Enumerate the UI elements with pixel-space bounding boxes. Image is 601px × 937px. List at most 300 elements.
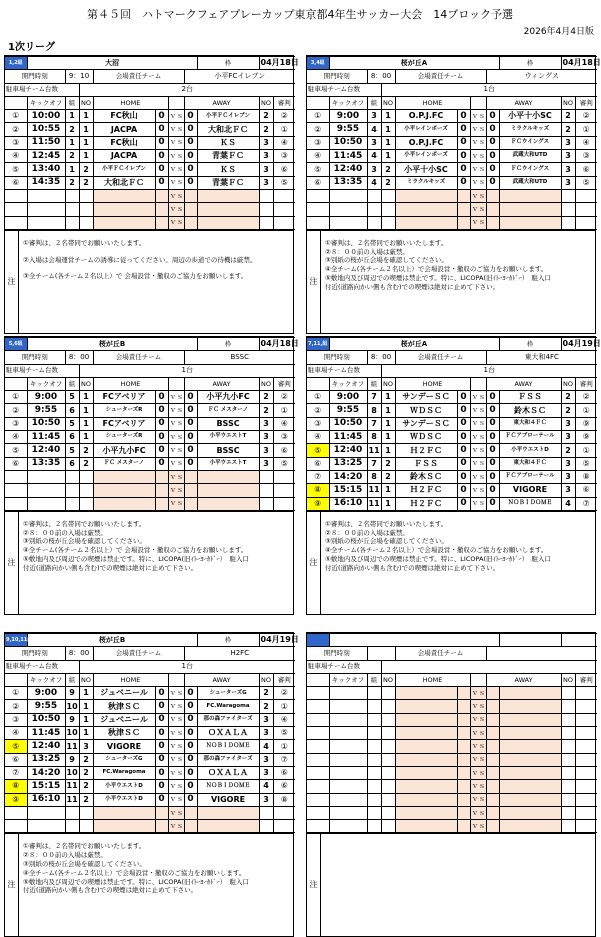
group-number: 2: [65, 150, 79, 163]
home-team-number: [79, 216, 93, 229]
open-time: [367, 647, 395, 660]
vs-label: ｖｓ: [168, 150, 184, 163]
note-line: ①審判は、２名帯同でお願いいたします。: [23, 238, 146, 247]
document-title: 第４５回 ハトマークフェアプレーカップ東京都4年生サッカー大会 14ブロック予選: [86, 8, 513, 21]
home-score: 0: [457, 163, 470, 176]
referee: [273, 203, 295, 216]
kickoff-time: 14:20: [27, 766, 65, 779]
group-number: 10: [65, 700, 79, 713]
referee: [575, 713, 597, 726]
group-number: 8: [367, 470, 381, 483]
home-team: ジュベニール: [93, 713, 155, 726]
frame-label: 枠: [197, 634, 259, 647]
match-number: [307, 216, 329, 229]
home-team-number: 2: [381, 176, 395, 189]
col-kickoff: キックオフ: [27, 673, 65, 686]
away-team: ＦＣアブローテール: [499, 470, 561, 483]
away-team-number: 2: [561, 404, 575, 417]
home-team-number: [381, 203, 395, 216]
note-line: ①審判は、２名帯同でお願いいたします。: [23, 519, 146, 528]
col-group: 組: [65, 377, 79, 390]
note-line: ④全チーム(各チーム２名以上）で会場設営・撤収のご協力をお願いします。: [325, 546, 548, 555]
vs-label: ｖｓ: [168, 444, 184, 457]
referee: ①: [575, 404, 597, 417]
open-time: 8：00: [367, 70, 395, 83]
match-number: ①: [5, 110, 27, 123]
home-team: シューターズG: [93, 753, 155, 766]
notes-label: 注: [307, 834, 321, 936]
away-team-number: 3: [259, 713, 273, 726]
match-row: [307, 391, 597, 404]
home-team-number: 1: [79, 110, 93, 123]
home-team-number: [381, 780, 395, 793]
away-score: [184, 470, 197, 483]
vs-label: ｖｓ: [470, 110, 486, 123]
home-score: [457, 216, 470, 229]
block-header-row: [307, 57, 597, 70]
away-team-number: [259, 203, 273, 216]
referee: [273, 470, 295, 483]
group-number: [65, 189, 79, 202]
note-line: ⑤敷地内及び周辺での喫煙は禁止です。特に、LICOPA(旧ｲﾄｰﾖｰｶﾄﾞｰ） 駐入口: [23, 877, 249, 886]
home-score: [457, 189, 470, 202]
group-number: 3: [367, 110, 381, 123]
away-score: 0: [184, 793, 197, 806]
referee: ④: [273, 136, 295, 149]
away-score: 0: [184, 176, 197, 189]
venue-block: [306, 632, 596, 937]
kickoff-time: 11:45: [329, 431, 367, 444]
referee: [575, 189, 597, 202]
home-score: [155, 820, 168, 833]
col-vs-blank: [168, 96, 184, 109]
home-team: [395, 753, 457, 766]
vs-label: ｖｓ: [470, 444, 486, 457]
home-team: [395, 216, 457, 229]
away-team-number: [259, 470, 273, 483]
parking-row: [5, 660, 295, 673]
match-row: [5, 203, 295, 216]
venue-name: [329, 634, 499, 647]
home-team: FCアベリア: [93, 391, 155, 404]
away-team: ＫＳ: [197, 136, 259, 149]
home-team-number: [381, 740, 395, 753]
match-number: [307, 700, 329, 713]
match-row: [307, 780, 597, 793]
away-team: 小平ウエストT: [197, 457, 259, 470]
kickoff-time: 9:55: [27, 404, 65, 417]
away-score: 0: [184, 740, 197, 753]
home-team-number: 2: [381, 470, 395, 483]
manager-label: 会場責任チーム: [395, 647, 486, 660]
away-team-number: 2: [259, 123, 273, 136]
home-score: 0: [457, 391, 470, 404]
parking-row: [307, 660, 597, 673]
home-score: 0: [155, 740, 168, 753]
referee: ⑤: [575, 176, 597, 189]
frame-label: 枠: [197, 57, 259, 70]
kickoff-time: [329, 203, 367, 216]
match-number: ③: [307, 417, 329, 430]
vs-label: ｖｓ: [168, 780, 184, 793]
away-score: 0: [184, 110, 197, 123]
home-score: 0: [457, 457, 470, 470]
referee: [575, 687, 597, 700]
away-team-number: 3: [259, 444, 273, 457]
home-team: [395, 806, 457, 819]
home-score: 0: [155, 417, 168, 430]
away-team: [499, 216, 561, 229]
away-score: 0: [486, 110, 499, 123]
col-no: NO: [381, 673, 395, 686]
home-score: 0: [155, 753, 168, 766]
col-home: HOME: [395, 96, 470, 109]
open-row: [307, 70, 597, 83]
match-number: ④: [307, 431, 329, 444]
vs-label: ｖｓ: [470, 203, 486, 216]
vs-label: ｖｓ: [470, 150, 486, 163]
group-number: [367, 806, 381, 819]
group-number: [367, 189, 381, 202]
notes-text: [321, 231, 595, 333]
away-team: ミラクルキッズ: [499, 123, 561, 136]
home-team: JACPA: [93, 123, 155, 136]
group-number: [367, 766, 381, 779]
vs-label: ｖｓ: [168, 820, 184, 833]
match-row: [307, 431, 597, 444]
match-number: [5, 820, 27, 833]
vs-label: ｖｓ: [168, 163, 184, 176]
match-row: [5, 766, 295, 779]
match-row: [307, 216, 597, 229]
group-number: 1: [65, 136, 79, 149]
vs-label: ｖｓ: [470, 163, 486, 176]
vs-label: ｖｓ: [470, 136, 486, 149]
manager-team: ウィングス: [486, 70, 597, 83]
parking-count: 1台: [79, 660, 295, 673]
schedule-table: [307, 633, 597, 833]
group-number: [65, 806, 79, 819]
referee: [273, 497, 295, 510]
home-team: サンデーＳＣ: [395, 391, 457, 404]
away-team-number: 3: [561, 417, 575, 430]
home-score: [457, 793, 470, 806]
match-number: ⑤: [307, 444, 329, 457]
away-team-number: 3: [561, 484, 575, 497]
group-number: 8: [367, 431, 381, 444]
group-number: [65, 497, 79, 510]
group-number: 11: [367, 484, 381, 497]
notes-section: [5, 230, 293, 333]
vs-label: ｖｓ: [470, 431, 486, 444]
home-team-number: 1: [79, 700, 93, 713]
notes-text: [19, 231, 293, 333]
kickoff-time: [27, 484, 65, 497]
away-team-number: [561, 820, 575, 833]
home-team-number: 1: [79, 687, 93, 700]
kickoff-time: [27, 820, 65, 833]
kickoff-time: 9:00: [329, 391, 367, 404]
col-no: NO: [79, 377, 93, 390]
match-row: [5, 431, 295, 444]
match-row: [307, 189, 597, 202]
home-score: 0: [457, 431, 470, 444]
referee: ②: [575, 110, 597, 123]
group-number: [367, 780, 381, 793]
group-tag: 1,2組: [5, 57, 27, 70]
home-score: 0: [457, 150, 470, 163]
open-time-label: 開門時刻: [307, 647, 367, 660]
away-team-number: 3: [561, 176, 575, 189]
referee: ①: [273, 404, 295, 417]
match-row: [307, 110, 597, 123]
venue-block: [4, 55, 299, 334]
away-team-number: 4: [259, 780, 273, 793]
away-team: [499, 780, 561, 793]
home-score: [155, 203, 168, 216]
home-score: 0: [457, 484, 470, 497]
away-team-number: [561, 806, 575, 819]
match-row: [5, 727, 295, 740]
referee: ④: [575, 136, 597, 149]
match-row: [307, 497, 597, 510]
home-team: JACPA: [93, 150, 155, 163]
home-team-number: 1: [381, 431, 395, 444]
home-team-number: 1: [381, 417, 395, 430]
away-score: 0: [486, 497, 499, 510]
parking-row: [307, 364, 597, 377]
match-number: [307, 780, 329, 793]
note-line: ③全チーム(各チーム２名以上）で 会場設営・撤収のご協力をお願いします。: [23, 272, 248, 281]
kickoff-time: [329, 727, 367, 740]
kickoff-time: 11:45: [27, 431, 65, 444]
group-number: 11: [65, 793, 79, 806]
away-score: 0: [184, 136, 197, 149]
note-line: ②入場は会場運営チームの誘導に従ってください。周辺の歩道での待機は厳禁。: [23, 255, 257, 264]
frame-label: [499, 634, 561, 647]
frame-label: 枠: [499, 338, 561, 351]
col-kickoff: キックオフ: [329, 673, 367, 686]
vs-label: ｖｓ: [470, 766, 486, 779]
note-line: ③別紙の桜が丘会場を確認してください。: [325, 537, 448, 546]
match-number: [5, 216, 27, 229]
group-number: [65, 484, 79, 497]
match-row: [5, 713, 295, 726]
away-team: [499, 687, 561, 700]
group-number: 11: [65, 780, 79, 793]
away-team-number: 2: [561, 123, 575, 136]
match-row: [5, 740, 295, 753]
home-score: 0: [457, 404, 470, 417]
home-score: 0: [457, 110, 470, 123]
home-team: O.P.J.FC: [395, 110, 457, 123]
away-team: BSSC: [197, 417, 259, 430]
kickoff-time: 9:55: [329, 404, 367, 417]
referee: ①: [273, 700, 295, 713]
home-team: ＦＳＳ: [395, 457, 457, 470]
referee: [273, 820, 295, 833]
match-row: [307, 150, 597, 163]
kickoff-time: [329, 700, 367, 713]
vs-label: ｖｓ: [470, 189, 486, 202]
away-score: 0: [184, 753, 197, 766]
away-team: [197, 216, 259, 229]
group-tag: [307, 634, 329, 647]
home-team-number: [381, 713, 395, 726]
home-team-number: 1: [79, 417, 93, 430]
home-team-number: 1: [381, 136, 395, 149]
notes-section: [5, 833, 293, 936]
referee: ⑤: [273, 176, 295, 189]
group-number: [65, 216, 79, 229]
note-line: ②８：００前の入場は厳禁。: [325, 528, 409, 537]
group-number: [367, 753, 381, 766]
kickoff-time: 13:25: [27, 753, 65, 766]
note-line: 付近(道路向かい側も含む)での喫煙は絶対に止めて下さい。: [23, 886, 198, 895]
col-home: HOME: [93, 673, 168, 686]
col-away: AWAY: [184, 673, 259, 686]
note-line: ②８：００前の入場は厳禁。: [23, 851, 107, 860]
home-team: ＷＤＳＣ: [395, 404, 457, 417]
group-number: 8: [367, 404, 381, 417]
match-row: [307, 457, 597, 470]
vs-label: ｖｓ: [168, 497, 184, 510]
referee: [273, 216, 295, 229]
column-header-row: [307, 377, 597, 390]
match-row: [307, 163, 597, 176]
kickoff-time: [329, 806, 367, 819]
kickoff-time: 9:00: [27, 391, 65, 404]
home-team: Ｈ２ＦＣ: [395, 444, 457, 457]
match-number: ⑥: [307, 457, 329, 470]
away-score: 0: [184, 727, 197, 740]
parking-label: 駐車場チーム台数: [5, 660, 79, 673]
kickoff-time: [329, 216, 367, 229]
parking-label: 駐車場チーム台数: [307, 364, 381, 377]
away-team-number: 3: [259, 753, 273, 766]
vs-label: ｖｓ: [470, 740, 486, 753]
home-team: [395, 793, 457, 806]
col-ref: 審判: [575, 673, 597, 686]
match-row: [307, 753, 597, 766]
match-row: [5, 123, 295, 136]
match-date: 04月19日: [259, 634, 295, 647]
match-row: [5, 780, 295, 793]
venue-name: 桜が丘A: [329, 57, 499, 70]
vs-label: ｖｓ: [470, 820, 486, 833]
away-score: 0: [184, 391, 197, 404]
home-score: 0: [457, 176, 470, 189]
match-number: ⑥: [5, 176, 27, 189]
group-number: [367, 740, 381, 753]
away-team-number: 2: [561, 444, 575, 457]
vs-label: ｖｓ: [470, 806, 486, 819]
away-team-number: 3: [561, 431, 575, 444]
home-score: 0: [457, 444, 470, 457]
referee: [575, 216, 597, 229]
away-score: 0: [486, 444, 499, 457]
group-number: 6: [65, 431, 79, 444]
away-team-number: [561, 780, 575, 793]
match-number: ③: [5, 417, 27, 430]
referee: [273, 806, 295, 819]
kickoff-time: [329, 740, 367, 753]
group-number: 1: [65, 110, 79, 123]
away-score: 0: [486, 391, 499, 404]
away-team: [499, 820, 561, 833]
col-no-away: NO: [561, 673, 575, 686]
group-number: 3: [367, 136, 381, 149]
home-team: Ｈ２ＦＣ: [395, 484, 457, 497]
col-no: NO: [79, 673, 93, 686]
referee: ④: [273, 417, 295, 430]
away-team: 武蔵大和UTD: [499, 176, 561, 189]
away-team: [499, 700, 561, 713]
home-team: [395, 203, 457, 216]
notes-text: [321, 512, 595, 614]
home-team-number: 2: [79, 176, 93, 189]
kickoff-time: 13:25: [329, 457, 367, 470]
col-no-away: NO: [561, 377, 575, 390]
match-number: ④: [5, 431, 27, 444]
open-time: 8：00: [65, 647, 93, 660]
match-number: [307, 189, 329, 202]
kickoff-time: 10:50: [329, 136, 367, 149]
home-score: 0: [155, 766, 168, 779]
match-row: [307, 404, 597, 417]
vs-label: ｖｓ: [168, 700, 184, 713]
home-team: [93, 497, 155, 510]
away-team: シューターズG: [197, 687, 259, 700]
home-team: [395, 727, 457, 740]
note-line: ④全チーム(各チーム２名以上）で会場設営・撤収のご協力をお願いします。: [325, 265, 548, 274]
away-team-number: [561, 700, 575, 713]
away-team-number: 3: [259, 176, 273, 189]
away-score: 0: [184, 766, 197, 779]
home-score: [457, 780, 470, 793]
vs-label: ｖｓ: [470, 404, 486, 417]
home-team-number: 1: [79, 431, 93, 444]
note-line: ⑤敷地内及び周辺での喫煙は禁止です。特に、LICOPA(旧ｲﾄｰﾖｰｶﾄﾞｰ） 駐入口: [325, 273, 551, 282]
col-away: AWAY: [184, 377, 259, 390]
match-row: [5, 110, 295, 123]
open-row: [307, 351, 597, 364]
home-team: 小平ウエストD: [93, 780, 155, 793]
vs-label: ｖｓ: [168, 687, 184, 700]
home-team: ＦＣ メスターノ: [93, 457, 155, 470]
referee: ⑧: [575, 470, 597, 483]
home-team-number: 2: [79, 444, 93, 457]
away-team: 鈴木ＳＣ: [499, 404, 561, 417]
home-score: [155, 216, 168, 229]
match-number: ④: [5, 150, 27, 163]
column-header-row: [307, 673, 597, 686]
match-number: ⑤: [5, 740, 27, 753]
parking-count: 1台: [381, 364, 597, 377]
parking-count: 1台: [79, 364, 295, 377]
block-header-row: [5, 338, 295, 351]
vs-label: ｖｓ: [168, 110, 184, 123]
home-score: [457, 806, 470, 819]
col-home: HOME: [395, 377, 470, 390]
home-score: 0: [155, 136, 168, 149]
home-team-number: 1: [79, 391, 93, 404]
away-team-number: 2: [259, 110, 273, 123]
away-team: 東大和４ＦＣ: [499, 417, 561, 430]
referee: [575, 727, 597, 740]
match-row: [5, 163, 295, 176]
kickoff-time: 10:55: [27, 123, 65, 136]
